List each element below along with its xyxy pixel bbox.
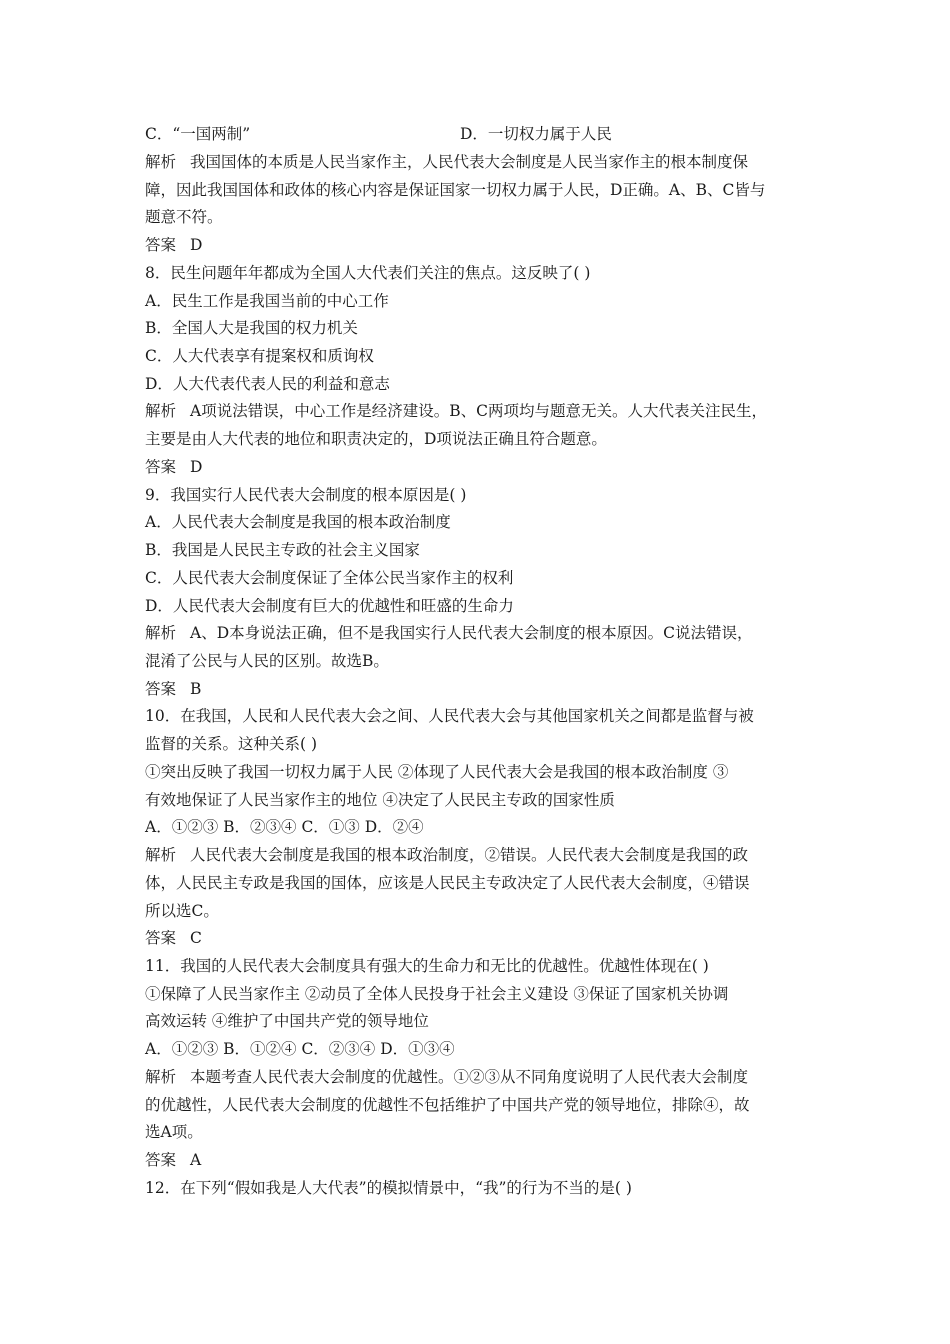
q8-analysis-line-2: 主要是由人大代表的地位和职责决定的，D项说法正确且符合题意。 xyxy=(145,430,607,448)
q10-stem-line-1: 10．在我国，人民和人民代表大会之间、人民代表大会与其他国家机关之间都是监督与被 xyxy=(145,707,754,725)
q9-analysis-line-1: 解析 A、D本身说法正确，但不是我国实行人民代表大会制度的根本原因。C说法错误， xyxy=(145,624,753,642)
q11-analysis-line-1: 解析 本题考查人民代表大会制度的优越性。①②③从不同角度说明了人民代表大会制度 xyxy=(145,1068,749,1086)
q11-answer: 答案 A xyxy=(145,1151,202,1169)
q9-option-c: C．人民代表大会制度保证了全体公民当家作主的权利 xyxy=(145,569,514,587)
q11-stem: 11．我国的人民代表大会制度具有强大的生命力和无比的优越性。优越性体现在( ) xyxy=(145,957,709,975)
q10-stem-line-2: 监督的关系。这种关系( ) xyxy=(145,735,318,753)
q8-analysis-line-1: 解析 A项说法错误，中心工作是经济建设。B、C两项均与题意无关。人大代表关注民生， xyxy=(145,402,767,420)
prev-analysis-line-1: 解析 我国国体的本质是人民当家作主，人民代表大会制度是人民当家作主的根本制度保 xyxy=(145,153,749,171)
q12-stem: 12．在下列“假如我是人大代表”的模拟情景中，“我”的行为不当的是( ) xyxy=(145,1179,632,1197)
q8-option-d: D．人大代表代表人民的利益和意志 xyxy=(145,375,390,393)
q11-analysis-line-3: 选A项。 xyxy=(145,1123,203,1141)
prev-option-c: C．“一国两制” xyxy=(145,125,251,143)
q9-option-d: D．人民代表大会制度有巨大的优越性和旺盛的生命力 xyxy=(145,597,514,615)
q9-analysis-line-2: 混淆了公民与人民的区别。故选B。 xyxy=(145,652,389,670)
q10-choices: A．①②③ B．②③④ C．①③ D．②④ xyxy=(145,818,424,836)
answer-label: 答案 xyxy=(145,1151,177,1169)
q10-statements-line-1: ①突出反映了我国一切权力属于人民 ②体现了人民代表大会是我国的根本政治制度 ③ xyxy=(145,763,729,781)
q8-option-c: C．人大代表享有提案权和质询权 xyxy=(145,347,374,365)
answer-label: 答案 xyxy=(145,929,177,947)
prev-analysis-line-2: 障，因此我国国体和政体的核心内容是保证国家一切权力属于人民，D正确。A、B、C皆与 xyxy=(145,181,766,199)
prev-option-d: D．一切权力属于人民 xyxy=(460,125,612,143)
analysis-label: 解析 xyxy=(145,624,177,642)
q11-analysis-line-2: 的优越性，人民代表大会制度的优越性不包括维护了中国共产党的领导地位，排除④，故 xyxy=(145,1096,750,1114)
answer-label: 答案 xyxy=(145,680,177,698)
q11-statements-line-1: ①保障了人民当家作主 ②动员了全体人民投身于社会主义建设 ③保证了国家机关协调 xyxy=(145,985,729,1003)
q8-option-a: A．民生工作是我国当前的中心工作 xyxy=(145,292,389,310)
q10-statements-line-2: 有效地保证了人民当家作主的地位 ④决定了人民民主专政的国家性质 xyxy=(145,791,615,809)
analysis-label: 解析 xyxy=(145,402,177,420)
analysis-label: 解析 xyxy=(145,153,177,171)
q9-answer: 答案 B xyxy=(145,680,202,698)
answer-label: 答案 xyxy=(145,458,177,476)
analysis-label: 解析 xyxy=(145,1068,177,1086)
q10-analysis-line-2: 体，人民民主专政是我国的国体，应该是人民民主专政决定了人民代表大会制度，④错误 xyxy=(145,874,750,892)
q9-option-b: B．我国是人民民主专政的社会主义国家 xyxy=(145,541,420,559)
prev-answer: 答案 D xyxy=(145,236,203,254)
q10-analysis-line-3: 所以选C。 xyxy=(145,902,219,920)
q8-option-b: B．全国人大是我国的权力机关 xyxy=(145,319,358,337)
prev-analysis-line-3: 题意不符。 xyxy=(145,208,223,226)
answer-label: 答案 xyxy=(145,236,177,254)
q8-answer: 答案 D xyxy=(145,458,203,476)
q9-stem: 9．我国实行人民代表大会制度的根本原因是( ) xyxy=(145,486,467,504)
analysis-label: 解析 xyxy=(145,846,177,864)
q10-analysis-line-1: 解析 人民代表大会制度是我国的根本政治制度，②错误。人民代表大会制度是我国的政 xyxy=(145,846,749,864)
q11-choices: A．①②③ B．①②④ C．②③④ D．①③④ xyxy=(145,1040,455,1058)
q11-statements-line-2: 高效运转 ④维护了中国共产党的领导地位 xyxy=(145,1012,429,1030)
q9-option-a: A．人民代表大会制度是我国的根本政治制度 xyxy=(145,513,451,531)
q8-stem: 8．民生问题年年都成为全国人大代表们关注的焦点。这反映了( ) xyxy=(145,264,591,282)
q10-answer: 答案 C xyxy=(145,929,202,947)
